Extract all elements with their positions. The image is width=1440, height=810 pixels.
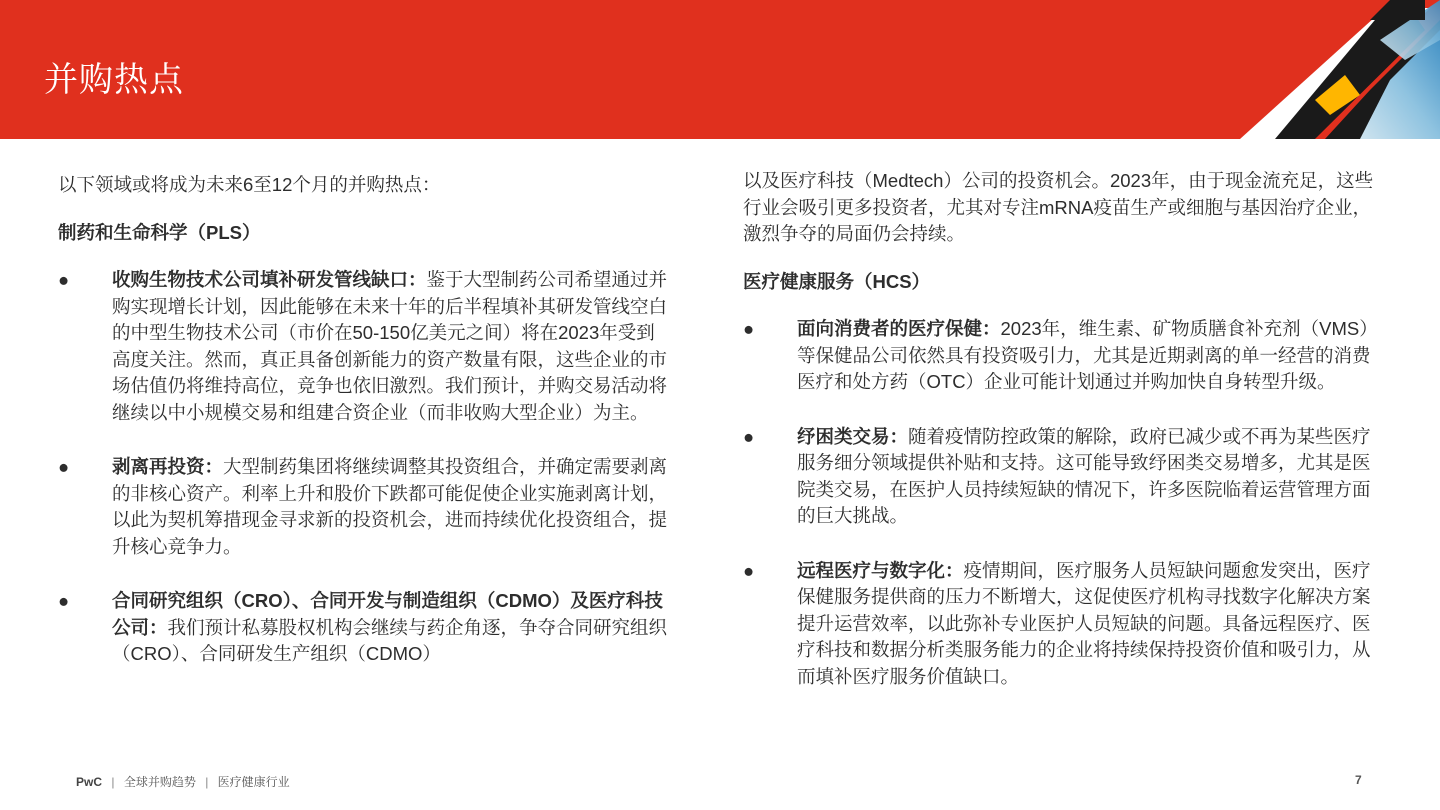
bullet-icon: ● bbox=[58, 590, 70, 611]
footer-separator: | bbox=[111, 775, 115, 789]
section-heading-hcs: 医疗健康服务（HCS） bbox=[743, 270, 931, 292]
right-column bbox=[743, 168, 1383, 718]
bullet-title: 收购生物技术公司填补研发管线缺口： bbox=[112, 269, 427, 290]
bullet-text: 大型制药集团将继续调整其投资组合，并确定需要剥离的非核心资产。利率上升和股价下跌都可能促使企业实施剥离计划，以此为契机筹措现金寻求新的投资机会，进而持续优化投资组合，提升核心竞争力。 bbox=[112, 456, 668, 557]
bullet-text: 随着疫情防控政策的解除，政府已减少或不再为某些医疗服务细分领域提供补贴和支持。这可能导致纾困类交易增多，尤其是医院类交易，在医护人员持续短缺的情况下，许多医院临着运营管理方面的巨大挑战。 bbox=[797, 425, 1371, 526]
bullet-title: 纾困类交易： bbox=[797, 425, 909, 447]
header-banner bbox=[0, 0, 1440, 139]
list-item bbox=[58, 588, 668, 668]
bullet-text: 我们预计私募股权机构会继续与药企角逐，争夺合同研究组织（CRO）、合同研发生产组织（CDMO） bbox=[112, 616, 668, 664]
intro-text: 以下领域或将成为未来6至12个月的并购热点： bbox=[58, 174, 441, 195]
bullet-text: 鉴于大型制药公司希望通过并购实现增长计划，因此能够在未来十年的后半程填补其研发管线空白的中型生物技术公司（市价在50-150亿美元之间）将在2023年受到高度关注。然而，真正具备创新能力的资产数量有限，这些企业的市场估值仍将维持高位，竞争也依旧激烈。我们预计，并购交易活动将继续以中小规模交易和组建合资企业（而非收购大型企业）为主。 bbox=[112, 269, 668, 423]
list-item bbox=[58, 454, 668, 560]
list-item bbox=[58, 267, 668, 426]
bullet-icon: ● bbox=[743, 559, 755, 581]
left-column bbox=[58, 172, 668, 696]
continuation-text: 以及医疗科技（Medtech）公司的投资机会。2023年，由于现金流充足，这些行业会吸引更多投资者，尤其对专注mRNA疫苗生产或细胞与基因治疗企业，激烈争夺的局面仍会持续。 bbox=[743, 170, 1374, 244]
bullet-title: 面向消费者的医疗保健： bbox=[797, 318, 1001, 339]
footer-brand: PwC bbox=[76, 775, 103, 789]
bullet-icon: ● bbox=[58, 269, 70, 290]
arrow-graphic-icon bbox=[1220, 0, 1440, 139]
bullet-title: 合同研究组织（CRO）、合同开发与制造组织（CDMO）及医疗科技公司： bbox=[112, 590, 663, 638]
footer-report-title: 全球并购趋势 bbox=[123, 775, 196, 789]
footer bbox=[76, 773, 290, 790]
bullet-icon: ● bbox=[58, 456, 70, 477]
bullet-icon: ● bbox=[743, 425, 755, 447]
list-item bbox=[743, 316, 1383, 396]
list-item bbox=[743, 558, 1383, 691]
section-heading-pls: 制药和生命科学（PLS） bbox=[58, 221, 261, 243]
bullet-text: 2023年，维生素、矿物质膳食补充剂（VMS）等保健品公司依然具有投资吸引力，尤其是近期剥离的单一经营的消费医疗和处方药（OTC）企业可能计划通过并购加快自身转型升级。 bbox=[797, 318, 1378, 392]
bullet-icon: ● bbox=[743, 318, 755, 339]
footer-industry: 医疗健康行业 bbox=[217, 775, 290, 789]
footer-separator: | bbox=[205, 775, 209, 789]
bullet-title: 剥离再投资： bbox=[112, 456, 224, 477]
list-item bbox=[743, 424, 1383, 530]
bullet-text: 疫情期间，医疗服务人员短缺问题愈发突出，医疗保健服务提供商的压力不断增大，这促使医疗机构寻找数字化解决方案提升运营效率，以此弥补专业医护人员短缺的问题。具备远程医疗、医疗科技和数据分析类服务能力的企业将持续保持投资价值和吸引力，从而填补医疗服务价值缺口。 bbox=[797, 559, 1371, 687]
page-number: 7 bbox=[1355, 773, 1362, 787]
bullet-title: 远程医疗与数字化： bbox=[797, 559, 964, 581]
page-title: 并购热点 bbox=[44, 61, 184, 99]
